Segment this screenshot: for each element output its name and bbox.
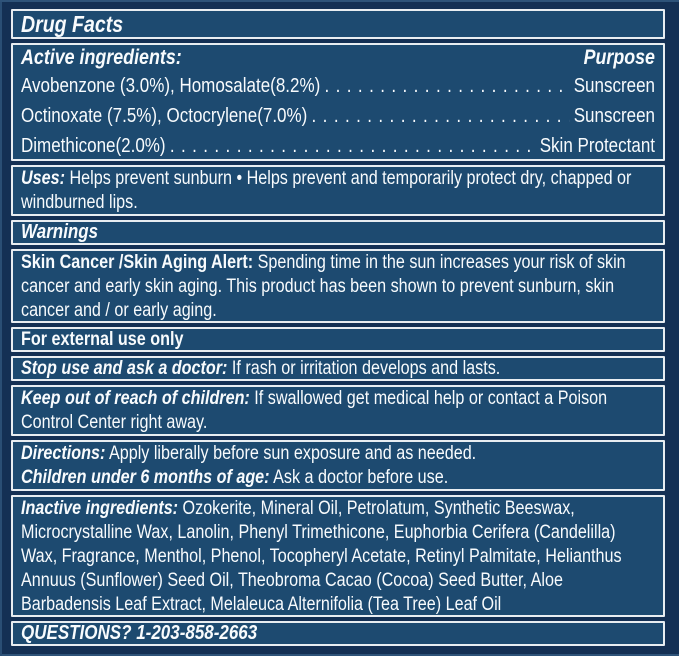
dot-leader xyxy=(312,101,570,131)
children-under-6-text: Children under 6 months of age: Ask a doctor before use. xyxy=(21,467,449,488)
inactive-ingredients-lead: Inactive ingredients: xyxy=(21,498,179,520)
uses-lead: Uses: xyxy=(21,167,65,189)
active-ingredients-header xyxy=(21,45,655,71)
warnings-section xyxy=(11,220,665,245)
directions-section xyxy=(11,440,665,491)
questions-phone-text: QUESTIONS? 1-203-858-2663 xyxy=(21,622,258,645)
dot-leader xyxy=(170,131,536,161)
keep-out-of-reach-lead: Keep out of reach of children: xyxy=(21,387,250,409)
uses-section xyxy=(11,165,665,216)
purpose-heading: Purpose xyxy=(583,45,655,69)
keep-out-of-reach-section xyxy=(11,385,665,436)
ingredient-row xyxy=(21,101,655,131)
ingredient-name: Dimethicone(2.0%) xyxy=(21,134,166,157)
questions-section xyxy=(11,621,665,646)
ingredient-name: Octinoxate (7.5%), Octocrylene(7.0%) xyxy=(21,104,308,127)
stop-use-lead: Stop use and ask a doctor: xyxy=(21,358,228,380)
dot-leader xyxy=(324,71,569,101)
skin-cancer-alert-text: Skin Cancer /Skin Aging Alert: Spending time in the sun increases your risk of skin cancer and early skin aging. This product has been shown to prevent sunburn, skin cancer and / or early aging. xyxy=(21,251,626,321)
external-use-section xyxy=(11,327,665,352)
drug-facts-title-section xyxy=(11,9,665,39)
inactive-ingredients-text: Inactive ingredients: Ozokerite, Mineral Oil, Petrolatum, Synthetic Beeswax, Microcrystalline Wax, Lanolin, Phenyl Trimethicone, Euphorbia Cerifera (Candelilla) Wax, Fragrance, Menthol, Phenol, Tocopheryl Acetate, Retinyl Palmitate, Helianthus Annuus (Sunflower) Seed Oil, Theobroma Cacao (Cocoa) Seed Butter, Aloe Barbadensis Leaf Extract, Melaleuca Alternifolia (Tea Tree) Leaf Oil xyxy=(21,498,622,616)
active-ingredients-section xyxy=(11,43,665,161)
drug-facts-title: Drug Facts xyxy=(21,11,124,37)
ingredient-purpose: Skin Protectant xyxy=(539,134,655,157)
directions-text: Directions: Apply liberally before sun exposure and as needed. xyxy=(21,443,477,464)
external-use-text: For external use only xyxy=(21,329,184,351)
ingredient-row xyxy=(21,71,655,101)
ingredient-name: Avobenzone (3.0%), Homosalate(8.2%) xyxy=(21,74,321,97)
active-ingredients-heading: Active ingredients: xyxy=(21,45,182,69)
directions-lead: Directions: xyxy=(21,443,106,464)
ingredient-row xyxy=(21,131,655,161)
ingredient-purpose: Sunscreen xyxy=(573,74,655,97)
uses-text: Uses: Helps prevent sunburn • Helps prevent and temporarily protect dry, chapped or windburned lips. xyxy=(21,167,632,213)
keep-out-of-reach-text: Keep out of reach of children: If swallowed get medical help or contact a Poison Control Center right away. xyxy=(21,387,608,433)
stop-use-text: Stop use and ask a doctor: If rash or irritation develops and lasts. xyxy=(21,358,501,380)
stop-use-section xyxy=(11,356,665,381)
inactive-ingredients-section xyxy=(11,495,665,617)
ingredient-purpose: Sunscreen xyxy=(573,104,655,127)
skin-cancer-alert-lead: Skin Cancer /Skin Aging Alert: xyxy=(21,251,254,273)
skin-cancer-alert-section xyxy=(11,249,665,324)
warnings-heading: Warnings xyxy=(21,220,99,243)
children-under-6-lead: Children under 6 months of age: xyxy=(21,467,270,488)
